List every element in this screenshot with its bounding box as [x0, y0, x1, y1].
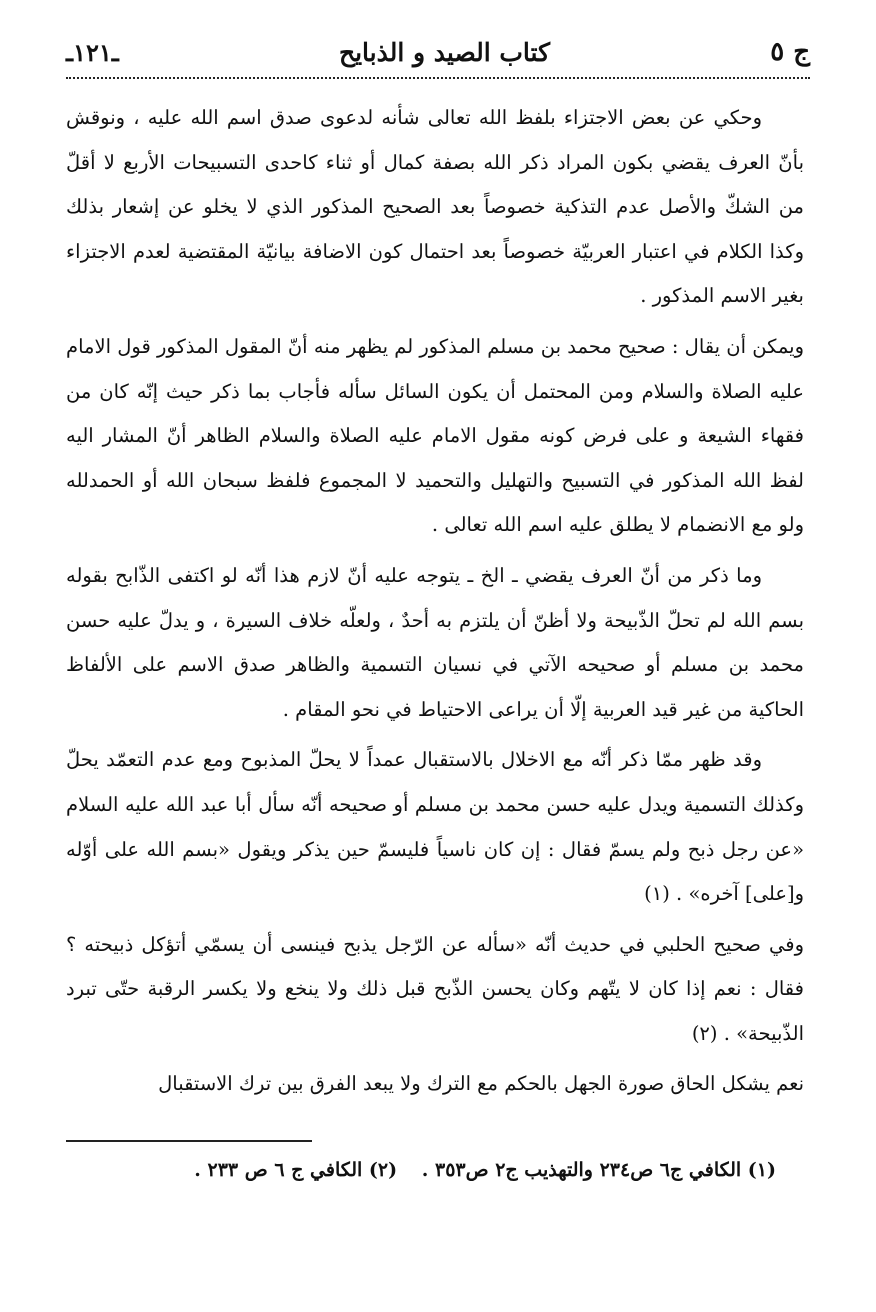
footnote-divider: [66, 1140, 312, 1142]
footnote-2: (٢) الكافي ج ٦ ص ٢٣٣ .: [194, 1159, 398, 1181]
paragraph: وفي صحيح الحلبي في حديث أنّه «سأله عن الرّجل يذبح فينسى أن يسمّي أتؤكل ذبيحته ؟ فقال : نعم إذا كان لا يتّهم وكان يحسن الذّبح قبل ذلك ولا ينخع ولا يكسر الرقبة حتّى تبرد الذّبيحة» . (٢): [66, 932, 804, 1045]
page-header: [66, 30, 810, 74]
paragraph: ويمكن أن يقال : صحيح محمد بن مسلم المذكور لم يظهر منه أنّ المقول المذكور قول الامام عليه الصلاة والسلام ومن المحتمل أن يكون السائل سأله فأجاب بما ذكر حيث إنّه كان من فقهاء الشيعة و على فرض كونه مقول الامام عليه الصلاة والسلام الظاهر أنّ المشار اليه لفظ الله المذكور في التسبيح والتهليل والتحميد لا المجموع فلفظ سبحان الله أو الحمدلله ولو مع الانضمام لا يطلق عليه اسم الله تعالى .: [66, 334, 804, 537]
footnotes: [66, 1152, 776, 1188]
page-number: ـ١٢١ـ: [66, 37, 119, 67]
paragraph: نعم يشكل الحاق صورة الجهل بالحكم مع الترك ولا يبعد الفرق بين ترك الاستقبال: [158, 1072, 804, 1096]
paragraph: وحكي عن بعض الاجتزاء بلفظ الله تعالى شأنه لدعوى صدق اسم الله عليه ، ونوقش بأنّ العرف يقضي بكون المراد ذكر الله بصفة كمال أو ثناء كاحدى التسبيحات الأربع لا أقلّ من الشكّ والأصل عدم التذكية خصوصاً بعد الصحيح المذكور الذي لا يخلو عن إشعار بذلك وكذا الكلام في اعتبار العربيّة خصوصاً بعد احتمال كون الاضافة بيانيّة المقتضية لعدم الاجتزاء بغير الاسم المذكور .: [66, 106, 804, 308]
paragraph: وقد ظهر ممّا ذكر أنّه مع الاخلال بالاستقبال عمداً لا يحلّ المذبوح ومع عدم التعمّد يحلّ وكذلك التسمية ويدل عليه حسن محمد بن مسلم أو صحيحه أنّه سأل أبا عبد الله عليه السلام «عن رجل ذبح ولم يسمّ فقال : إن كان ناسياً فليسمّ حين يذكر ويقول «بسم الله على أوّله و[على] آخره» . (١): [66, 748, 804, 906]
main-text: [66, 96, 804, 1113]
volume-number: ج ٥: [770, 37, 810, 67]
paragraph: وما ذكر من أنّ العرف يقضي ـ الخ ـ يتوجه عليه أنّ لازم هذا أنّه لو اكتفى الذّابح بقوله بسم الله لم تحلّ الذّبيحة ولا أظنّ أن يلتزم به أحدٌ ، ولعلّه خلاف السيرة ، و يدلّ عليه حسن محمد بن مسلم أو صحيحه الآتي في نسيان التسمية والظاهر صدق الاسم على الألفاظ الحاكية من غير قيد العربية إلّا أن يراعى الاحتياط في نحو المقام .: [66, 563, 804, 721]
book-title: كتاب الصيد و الذبايح: [338, 37, 550, 67]
header-divider: [66, 77, 810, 79]
footnote-1: (١) الكافي ج٦ ص٢٣٤ والتهذيب ج٢ ص٣٥٣ .: [421, 1159, 776, 1181]
